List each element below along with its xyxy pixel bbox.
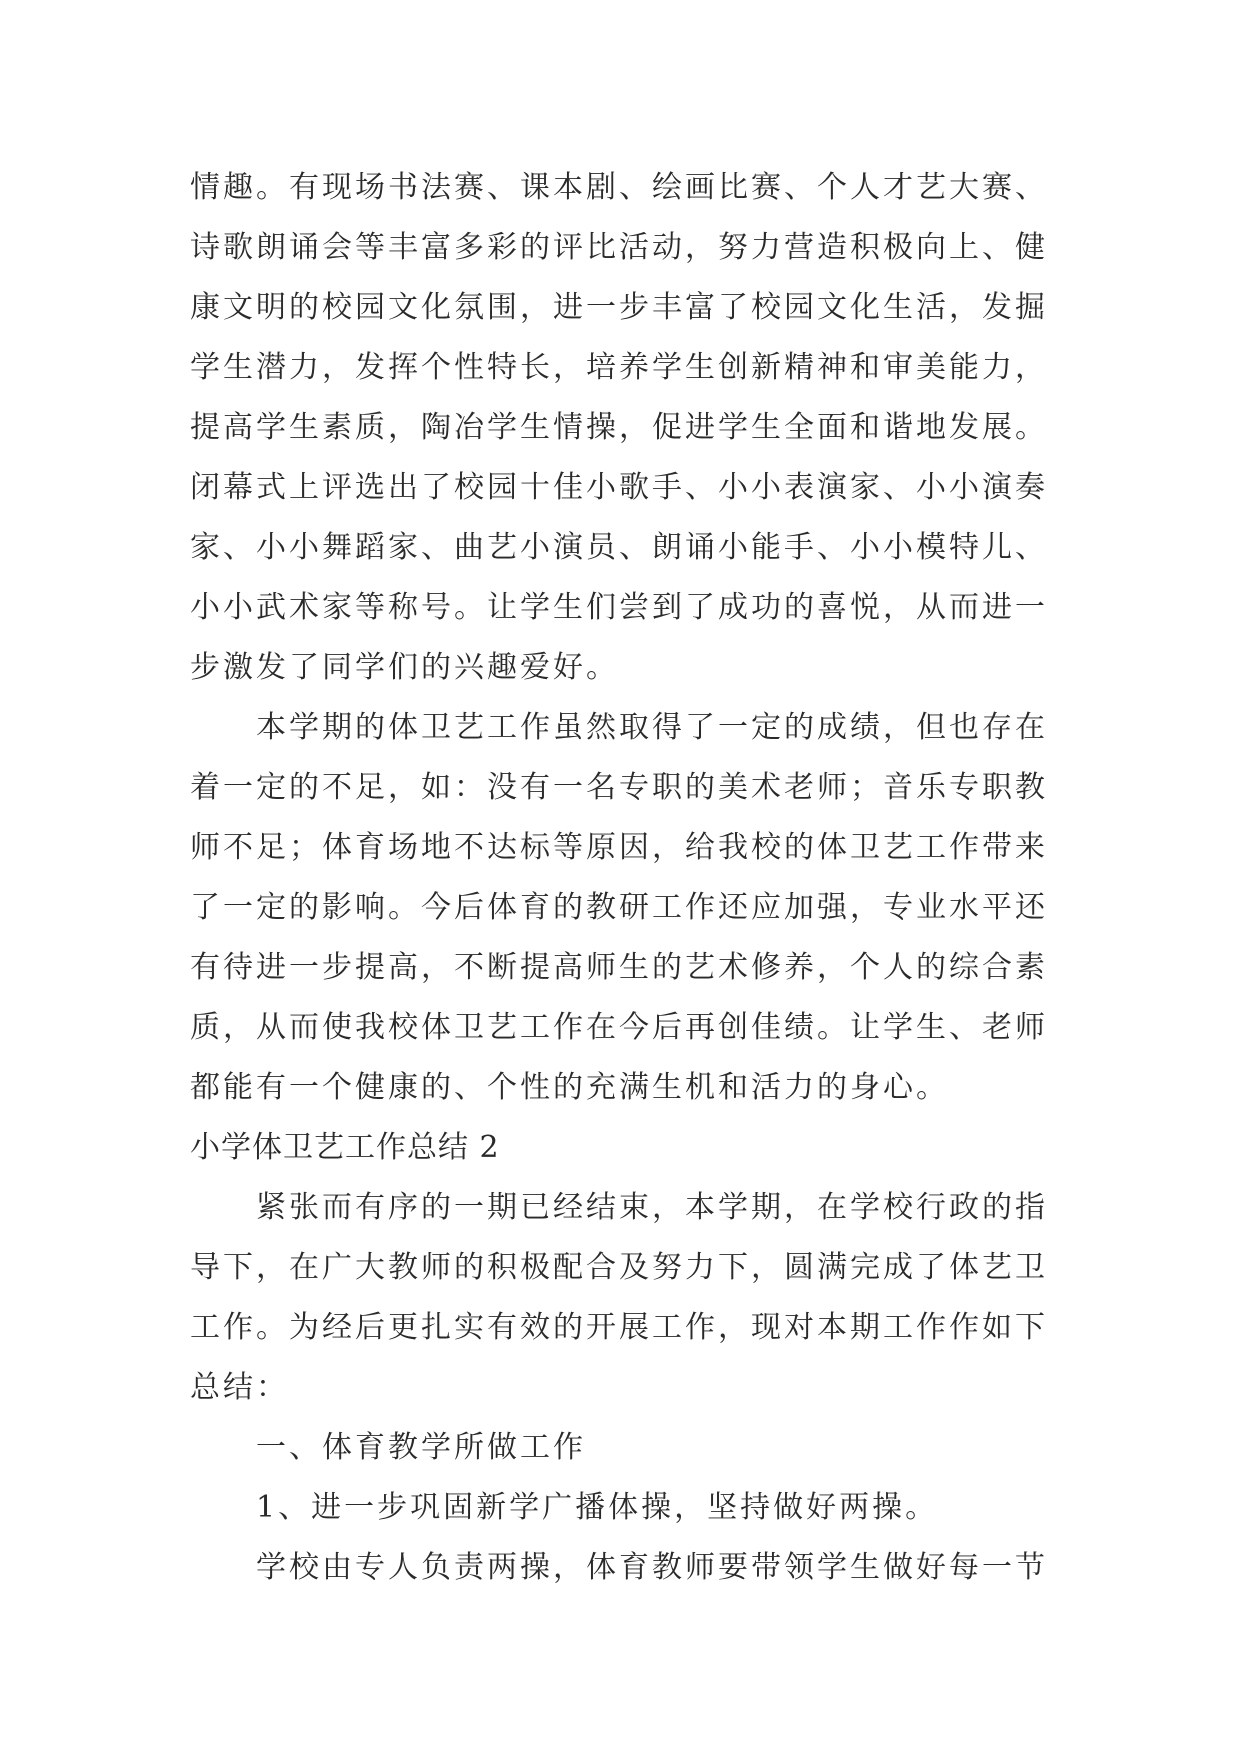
text-line: 本学期的体卫艺工作虽然取得了一定的成绩，但也存在 [256, 710, 1048, 745]
text-line: 一、体育教学所做工作 [256, 1430, 586, 1465]
text-line: 小小武术家等称号。让学生们尝到了成功的喜悦，从而进一 [190, 590, 1048, 625]
text-line: 康文明的校园文化氛围，进一步丰富了校园文化生活，发掘 [190, 290, 1048, 325]
text-line: 学校由专人负责两操，体育教师要带领学生做好每一节 [256, 1550, 1048, 1585]
text-line: 有待进一步提高，不断提高师生的艺术修养，个人的综合素 [190, 950, 1048, 985]
text-line: 了一定的影响。今后体育的教研工作还应加强，专业水平还 [190, 890, 1048, 925]
text-line: 家、小小舞蹈家、曲艺小演员、朗诵小能手、小小模特儿、 [190, 530, 1048, 565]
text-line: 提高学生素质，陶冶学生情操，促进学生全面和谐地发展。 [190, 410, 1048, 445]
text-line: 导下，在广大教师的积极配合及努力下，圆满完成了体艺卫 [190, 1250, 1048, 1285]
text-line: 工作。为经后更扎实有效的开展工作，现对本期工作作如下 [190, 1310, 1048, 1345]
text-line: 1、进一步巩固新学广播体操，坚持做好两操。 [256, 1490, 939, 1525]
text-line: 情趣。有现场书法赛、课本剧、绘画比赛、个人才艺大赛、 [190, 170, 1048, 205]
text-line: 质，从而使我校体卫艺工作在今后再创佳绩。让学生、老师 [190, 1010, 1048, 1045]
text-line: 着一定的不足，如：没有一名专职的美术老师；音乐专职教 [190, 770, 1048, 805]
text-line: 师不足；体育场地不达标等原因，给我校的体卫艺工作带来 [190, 830, 1048, 865]
text-line: 都能有一个健康的、个性的充满生机和活力的身心。 [190, 1070, 949, 1105]
text-line: 步激发了同学们的兴趣爱好。 [190, 650, 619, 685]
text-line: 总结： [190, 1370, 289, 1405]
document-body [190, 158, 1070, 1598]
text-line: 闭幕式上评选出了校园十佳小歌手、小小表演家、小小演奏 [190, 470, 1048, 505]
text-line: 诗歌朗诵会等丰富多彩的评比活动，努力营造积极向上、健 [190, 230, 1048, 265]
section-heading: 小学体卫艺工作总结 2 [190, 1130, 500, 1165]
text-line: 紧张而有序的一期已经结束，本学期，在学校行政的指 [256, 1190, 1048, 1225]
text-line: 学生潜力，发挥个性特长，培养学生创新精神和审美能力， [190, 350, 1048, 385]
